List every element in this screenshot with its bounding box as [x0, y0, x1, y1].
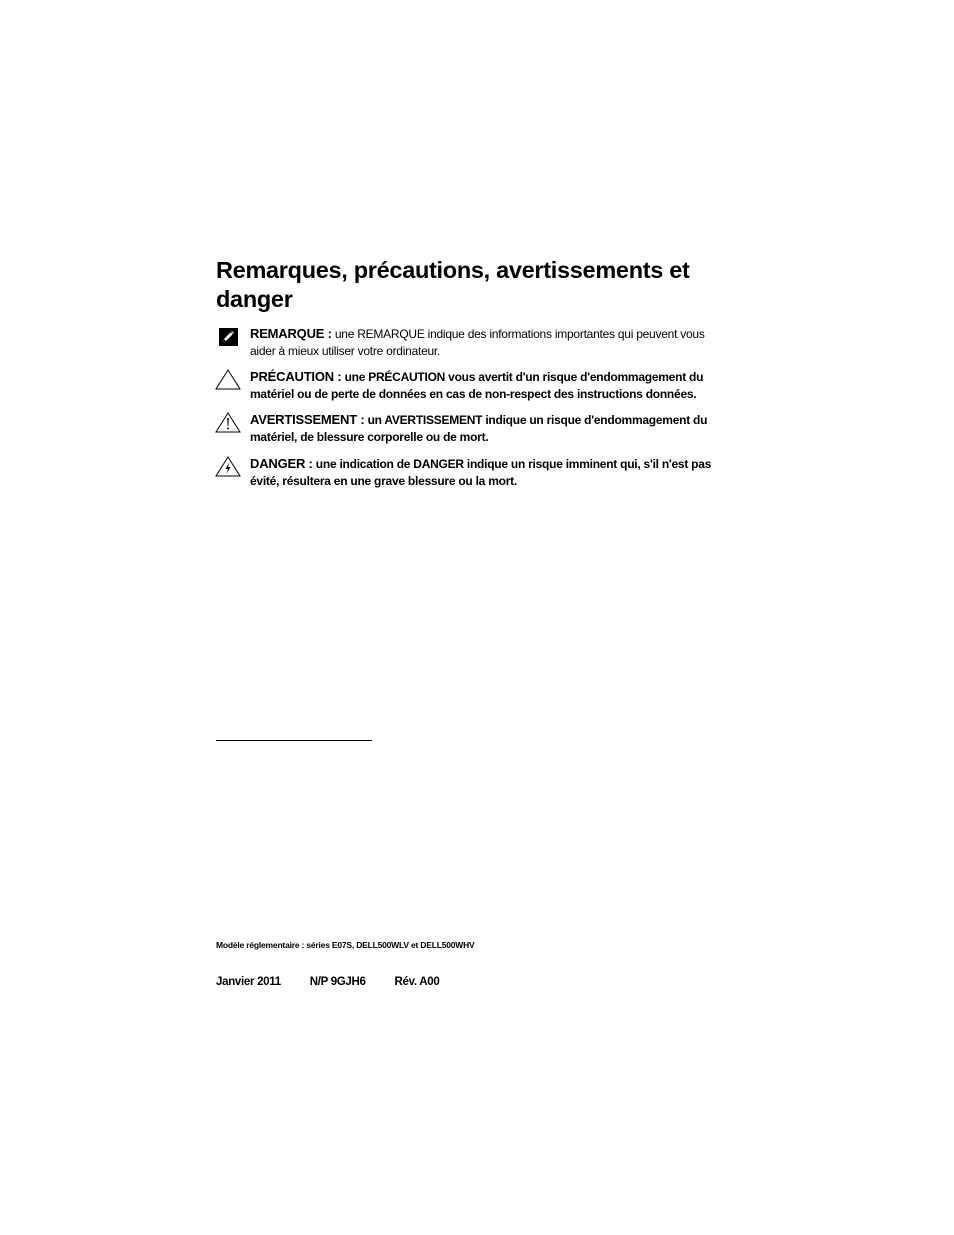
warning-exclamation-icon	[215, 411, 241, 435]
footnote-divider	[216, 740, 372, 741]
regulatory-model: Modèle réglementaire : séries E07S, DELL500WLV et DELL500WHV	[216, 940, 475, 950]
notice-body: un AVERTISSEMENT indique un risque d'endommagement du matériel, de blessure corporelle ou de mort.	[250, 413, 708, 444]
notice-body: une REMARQUE indique des informations importantes qui peuvent vous aider à mieux utiliser votre ordinateur.	[250, 327, 705, 358]
notice-label: PRÉCAUTION :	[250, 369, 342, 384]
notice-label: AVERTISSEMENT :	[250, 412, 365, 427]
footer-revision: Rév. A00	[394, 976, 440, 988]
notice-label: REMARQUE :	[250, 326, 332, 341]
notice-danger	[215, 455, 725, 490]
notice-body: une PRÉCAUTION vous avertit d'un risque d'endommagement du matériel ou de perte de données en cas de non-respect des instructions données.	[250, 370, 704, 401]
note-pencil-icon	[215, 325, 241, 349]
notice-danger-text	[250, 455, 725, 490]
notice-remarque	[215, 325, 725, 360]
document-footer	[216, 976, 439, 988]
notice-precaution	[215, 368, 725, 403]
notice-body: une indication de DANGER indique un risque imminent qui, s'il n'est pas évité, résultera en une grave blessure ou la mort.	[250, 457, 712, 488]
notice-avertissement	[215, 411, 725, 446]
notice-remarque-text	[250, 325, 725, 360]
footer-part-number: N/P 9GJH6	[309, 976, 366, 988]
page-title: Remarques, précautions, avertissements et danger	[216, 257, 690, 312]
caution-triangle-icon	[215, 368, 241, 392]
notice-label: DANGER :	[250, 456, 313, 471]
danger-lightning-icon	[215, 455, 241, 479]
footer-date: Janvier 2011	[216, 976, 281, 988]
notice-avertissement-text	[250, 411, 725, 446]
notice-precaution-text	[250, 368, 725, 403]
